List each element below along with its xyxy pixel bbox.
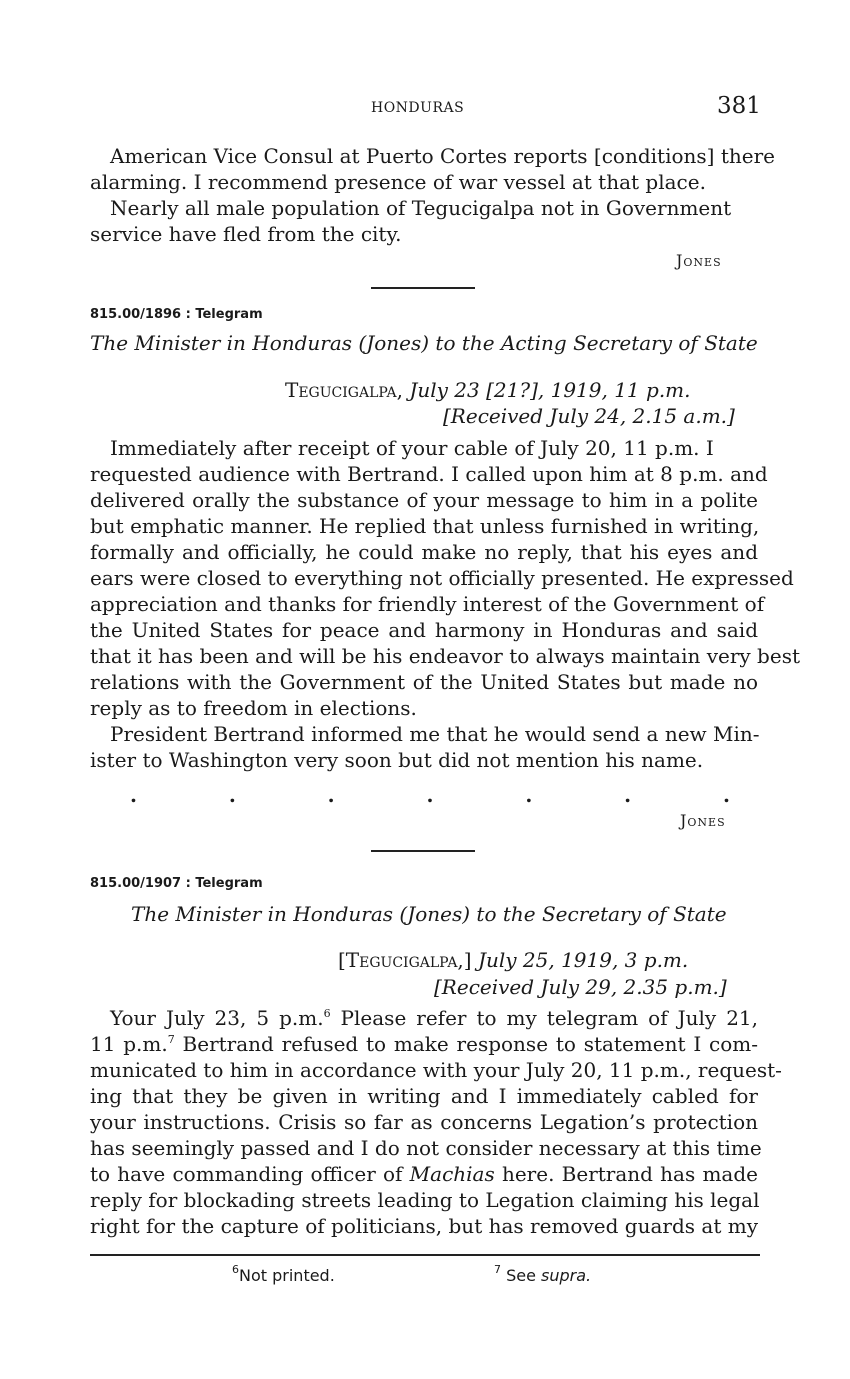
ellipsis-dot: . <box>130 783 137 807</box>
body-line: service have fled from the city. <box>90 222 402 246</box>
body-line: your instructions. Crisis so far as concerns Legation’s protection <box>90 1110 758 1134</box>
ship-name: Machias <box>409 1162 495 1186</box>
date: July 23 [21?], 1919, 11 p.m. <box>409 378 691 402</box>
body-line: but emphatic manner. He replied that unless furnished in writing, <box>90 514 760 538</box>
footnote-mark: 6 <box>232 1263 239 1276</box>
body-line: the United States for peace and harmony in Honduras and said <box>90 618 758 642</box>
footnote <box>232 1263 335 1285</box>
body-line <box>90 1161 758 1187</box>
place: [Tegucigalpa,] <box>338 948 472 972</box>
section-divider <box>371 850 475 852</box>
body-text: Bertrand refused to make response to statement I com- <box>174 1032 758 1056</box>
dateline <box>338 947 688 973</box>
body-line: delivered orally the substance of your message to him in a polite <box>90 488 758 512</box>
document-title: The Minister in Honduras (Jones) to the Acting Secretary of State <box>90 331 758 355</box>
body-text: here. Bertrand has made <box>494 1162 758 1186</box>
ellipsis-dot: . <box>525 783 533 807</box>
body-line: Nearly all male population of Tegucigalpa not in Government <box>110 196 732 220</box>
ellipsis-row <box>130 783 730 807</box>
body-line <box>110 1005 758 1031</box>
body-line: American Vice Consul at Puerto Cortes reports [conditions] there <box>110 144 775 168</box>
body-text: to have commanding officer of <box>90 1162 410 1186</box>
file-number: 815.00/1907 : Telegram <box>90 876 263 891</box>
footnote-ref: 7 <box>167 1033 175 1046</box>
body-line: requested audience with Bertrand. I called upon him at 8 p.m. and <box>90 462 768 486</box>
body-line: reply as to freedom in elections. <box>90 696 417 720</box>
footnote-text: Not printed. <box>239 1266 335 1285</box>
body-line: alarming. I recommend presence of war vessel at that place. <box>90 170 706 194</box>
body-line: ister to Washington very soon but did not mention his name. <box>90 748 704 772</box>
received-line: [Received July 29, 2.35 p.m.] <box>434 975 727 999</box>
file-number: 815.00/1896 : Telegram <box>90 307 263 322</box>
body-line: President Bertrand informed me that he would send a new Min- <box>110 722 760 746</box>
footnote <box>494 1263 592 1285</box>
ellipsis-dot: . <box>228 783 236 807</box>
body-line: ing that they be given in writing and I immediately cabled for <box>90 1084 758 1108</box>
body-line: right for the capture of politicians, but has removed guards at my <box>90 1214 758 1238</box>
running-head: HONDURAS <box>371 100 465 116</box>
body-text: Please refer to my telegram of July 21, <box>330 1006 759 1030</box>
dateline <box>285 377 691 403</box>
body-line: municated to him in accordance with your July 20, 11 p.m., request- <box>90 1058 782 1082</box>
body-line: ears were closed to everything not officially presented. He expressed <box>90 566 794 590</box>
footnote-rule <box>90 1254 760 1256</box>
page-number: 381 <box>717 93 761 119</box>
ellipsis-dot: . <box>426 783 434 807</box>
date: July 25, 1919, 3 p.m. <box>477 948 689 972</box>
document-title: The Minister in Honduras (Jones) to the Secretary of State <box>131 902 727 926</box>
body-line: has seemingly passed and I do not consider necessary at this time <box>90 1136 762 1160</box>
body-text: Your July 23, 5 p.m. <box>110 1006 324 1030</box>
signature: Jones <box>676 251 722 270</box>
body-line: appreciation and thanks for friendly interest of the Government of <box>90 592 765 616</box>
section-divider <box>371 287 475 289</box>
footnote-mark: 7 <box>494 1263 501 1276</box>
body-text: 11 p.m. <box>90 1032 168 1056</box>
footnote-italic: supra. <box>541 1266 592 1285</box>
ellipsis-dot: . <box>722 783 730 807</box>
signature: Jones <box>680 811 726 830</box>
place: Tegucigalpa, <box>285 378 403 402</box>
body-line: that it has been and will be his endeavor to always maintain very best <box>90 644 800 668</box>
body-line: relations with the Government of the United States but made no <box>90 670 758 694</box>
body-line: formally and officially, he could make no reply, that his eyes and <box>90 540 758 564</box>
footnote-ref: 6 <box>323 1007 331 1020</box>
ellipsis-dot: . <box>624 783 632 807</box>
body-line: Immediately after receipt of your cable of July 20, 11 p.m. I <box>110 436 714 460</box>
ellipsis-dot: . <box>327 783 335 807</box>
body-line <box>90 1031 758 1057</box>
received-line: [Received July 24, 2.15 a.m.] <box>443 404 735 428</box>
footnote-text: See <box>506 1266 542 1285</box>
body-line: reply for blockading streets leading to Legation claiming his legal <box>90 1188 760 1212</box>
